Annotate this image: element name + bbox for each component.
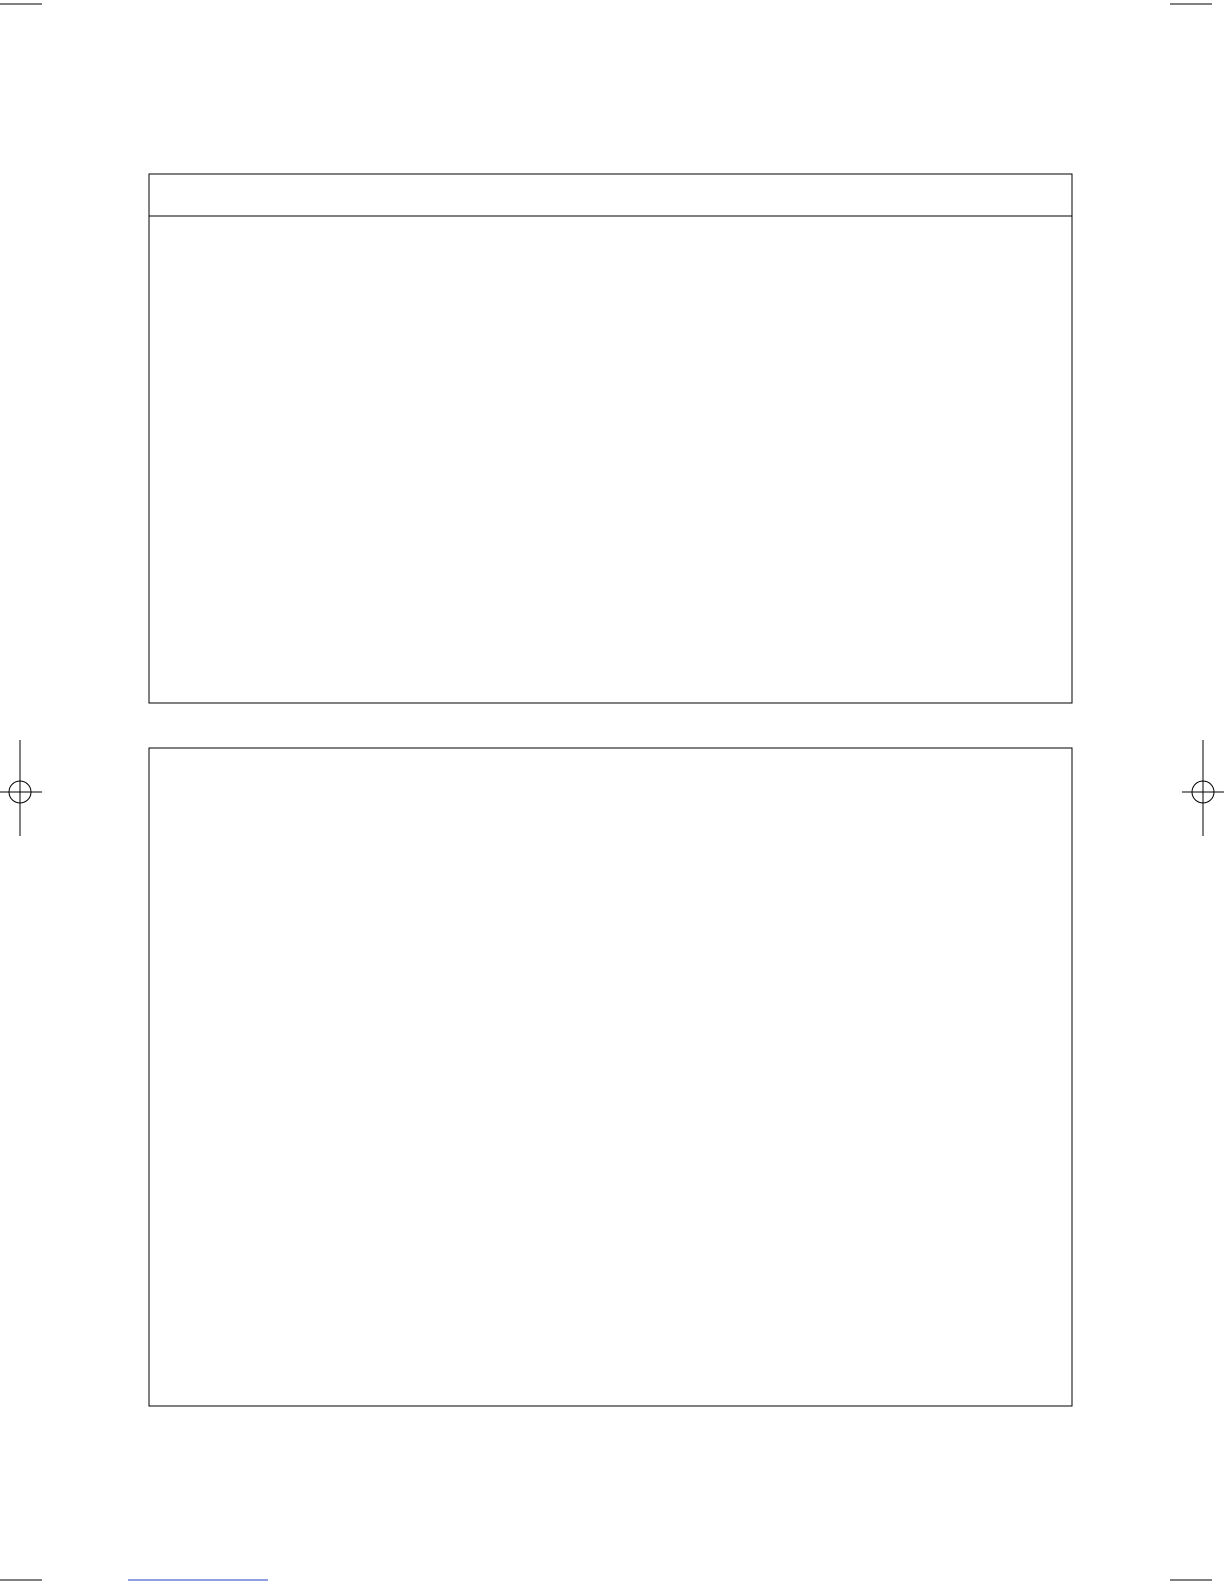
registration-crosshair-icon (1182, 740, 1224, 836)
top-panel (149, 174, 1072, 703)
wiring-list-frame (149, 748, 1072, 1406)
registration-crosshair-icon (0, 740, 42, 836)
top-panel-frame (149, 174, 1072, 703)
wiring-list-panel (149, 748, 1072, 1406)
crop-marks (0, 4, 1212, 1580)
